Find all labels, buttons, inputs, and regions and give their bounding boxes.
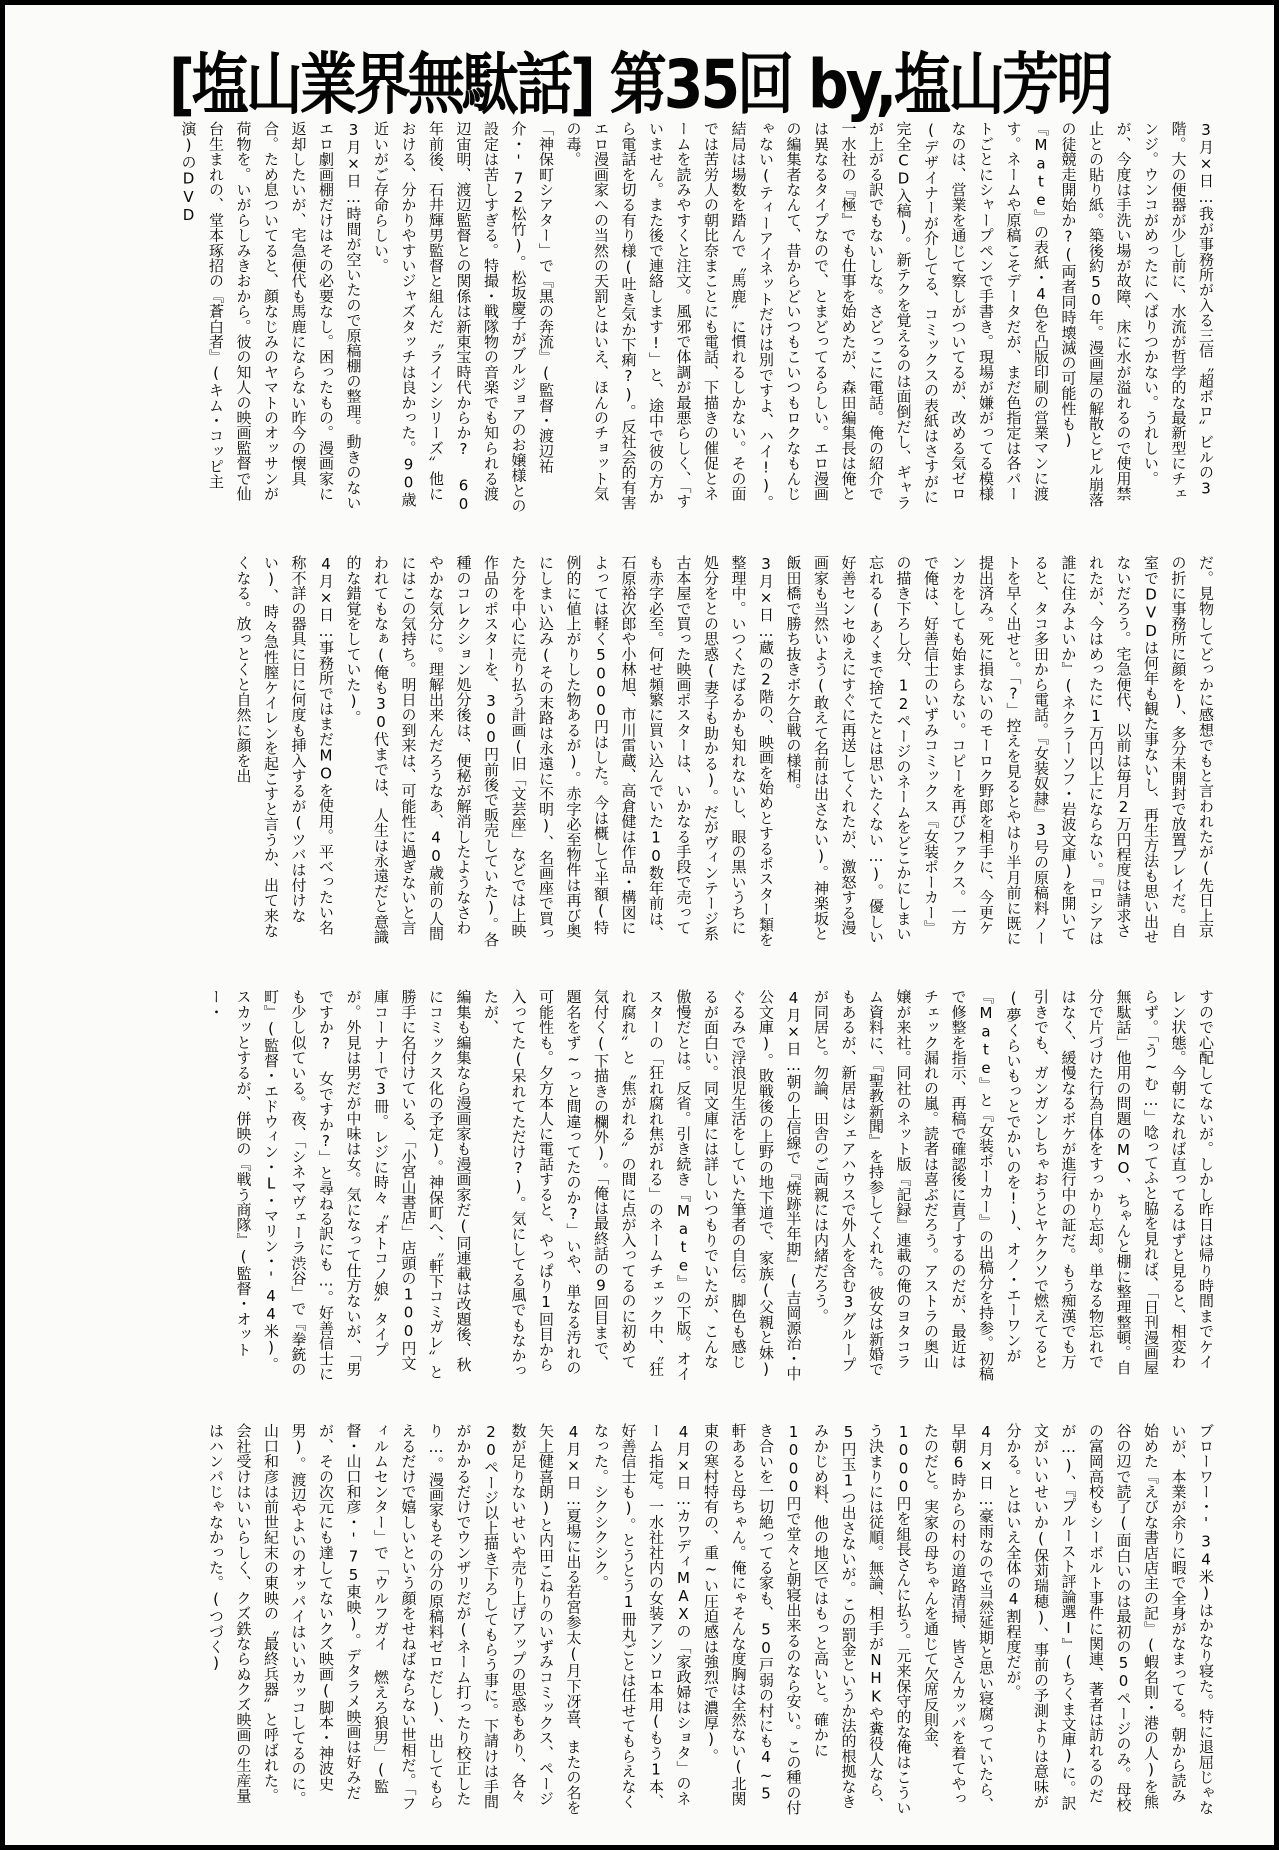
vertical-text-paragraph: 3月×日…蔵の2階の、映画を始めとするポスター類を整理中。いつくたばるかも知れないし、眼の黒いうちに処分をとの思惑(妻子も助かる)。だがヴィンテージ系古本屋で買った映画ポスターは、いかなる手段で売っても赤字必至。何せ頻繁に買い込んでいた10数年前は、石原裕次郎や小林旭、市川雷蔵、高倉健は作品・構図によっては軽く5000円はした。今は概して半額(特例的に値上がりした物あるが)。赤字必至物件は再び奥にしまい込み(その末路は永遠に不明)、名画座で買った分を中心に売り払う計画(旧「文芸座」などでは上映作品のポスターを、300円前後で販売していた)。各種のコレクション処分後は、便秘が解消したようなさわやかな気分に。理解出来んだろうなあ、40歳前の人間にはこの気持ち。明日の到来は、可能性に過ぎないと言われてもなぁ(俺も30代までは、人生は永遠だと意識的な錯覚をしていた)。 — [344, 555, 775, 947]
vertical-text-paragraph: 編集も編集なら漫画家も漫画家だ(同連載は改題後、秋にコミックス化の予定)。神保町へ、〝軒下コミガレ〟と勝手に名付けている、「小宮山書店」店頭の100円文庫コーナーで3冊。レジに時々〝オトコノ娘〟タイプが。外見は男だが中味は女。気になって仕方ないが、「男ですか? 女ですか?」と尋ねる訳にも…。好善信士にも少し似ている。夜、「シネマヴェーラ渋谷」で『拳銃の町』(監督・エドウィン・L・マリン・'44米)。スカッとするが、併映の『戦う商隊』(監督・オットー・ — [207, 989, 473, 1381]
vertical-text-paragraph: 4月×日…豪雨なので当然延期と思い寝腐っていたら、早朝6時からの村の道路清掃、皆さんカッパを着てやったのだと。実家の母ちゃんを通じて欠席反則金、1000円を組長さんに払う。元来保守的な俺はこういう決まりには従順。無論、相手がNHKや糞役人なら、5円玉1つ出さないが。この罰金というか法的根拠なきみかじめ料、他の地区ではもっと高いと。確かに1000円で堂々と朝寝出来るのなら安い。この種の付き合いを一切絶ってる家も、50戸弱の村にも4~5軒あると母ちゃん。俺にゃそんな度胸は全然ない(北関東の寒村特有の、重~い圧迫感は強烈で濃厚)。 — [702, 1423, 995, 1815]
page-title: [塩山業界無駄話] 第35回 by,塩山芳明 — [168, 46, 1111, 125]
text-band-4 — [60, 1423, 1219, 1817]
vertical-text-paragraph: 4月×日…カワディMAXの「家政婦はショタ」のネーム指定。一水社社内の女装アンソロ本用(もう1本、好善信士も)。とうとう1冊丸ごとは任せてもらえなくなった。シクシクシク。 — [592, 1423, 693, 1809]
text-band-2 — [60, 555, 1219, 949]
vertical-text-paragraph: 3月×日…我が事務所が入る三信〝超ボロ〟ビルの3階。大の便器が少し前に、水流が哲学的な最新型にチェンジ。ウンコがめったにへばりつかない。うれしい。が、今度は手洗い場が故障、床に水が溢れるので使用禁止との貼り紙。築後約50年。漫画屋の解散とビル崩落の徒競走開始か?(両者同時壊滅の可能性も)『Mate』の表紙・4色を凸版印刷の営業マンに渡す。ネームや原稿こそデータだが、まだ色指定は各パートごとにシャープペンで手書き。現場が嫌がってる模様なのは、営業を通じて察しがついてるが、改める気ゼロ(デザイナーが介してる、コミックスの表紙はさすがに完全CD入稿)。新テクを覚えるのは面倒だし、ギャラが上がる訳でもないしな。さどっこに電話。俺の紹介で一水社の『極』でも仕事を始めたが、森田編集長は俺とは異なるタイプなので、とまどってるらしい。エロ漫画の編集者なんて、昔からどいつもこいつもロクなもんじゃない(ティーアイネットだけは別ですよ、ハイ!)。結局は場数を踏んで〝馬鹿〟に慣れるしかない。その面では苦労人の朝比奈まことにも電話、下描きの催促とネームを読みやすくと注文。風邪で体調が最悪らしく、「すいません。また後で連絡します!」と、途中で彼の方から電話を切る有り様(吐き気か下痢?)。反社会的有害エロ漫画家への当然の天罰とはいえ、ほんのチョット気の毒。 — [564, 121, 1215, 510]
vertical-text-paragraph: 4月×日…朝の上信線で『焼跡半年期』(吉岡源治・中公文庫)。敗戦後の上野の地下道で、家族(父親と妹)ぐるみで浮浪児生活をしていた筆者の自伝。脚色も感じるが面白い。同文庫には詳しいつもりでいたが、こんな傲慢だとは。反省。引き続き『Mate』の下版。オイスターの「狂れ腐れ焦がれる」のネームチェック中、〝狂れ腐れ〟と〝焦がれる〟の間に点が入ってるのに初めて気付く(下描きの欄外)。「俺は最終話の9回目まで、題名をず~っと間違ってたのか?」いや、単なる汚れの可能性も。夕方本人に電話すると、やっぱり1回目から入ってた(呆れてただけ?)。気にしてる風でもなかったが、 — [482, 989, 803, 1381]
vertical-text-paragraph: 3月×日…時間が空いたので原稿棚の整理。動きのないエロ劇画棚だけはその必要なし。困ったもの。漫画家に返却したいが、宅急便代も馬鹿にならない昨今の懐具合。ため息ついてると、顔なじみのヤマトのオッサンが荷物を。いがらしみきおから。彼の知人の映画監督で仙台生まれの、堂本琢招の『蒼白者』(キム・コッピ主演)のDVD — [179, 121, 363, 510]
vertical-text-paragraph: すので心配してないが。しかし昨日は帰り時間までケイレン状態。今朝になれば直ってるはずと見ると、相変わらず。「う~む…」唸ってふと脇を見れば、「日刊漫画屋無駄話」他用の問題のMO、ちゃんと棚に整理整頓。自分で片づけた行為自体をすっかり忘却。単なる物忘れではなく、緩慢なるボケが進行中の証だ。もう痴漢でも万引きでも、ガンガンしちゃおうとヤケクソで燃えてると(夢くらいもっとでかいのを!)、オノ・エーワンが『Mate』と『女装ポーカー』の出稿分を持参。初稿で修整を指示、再稿で確認後に責了するのだが、最近はチェック漏れの嵐。読者は喜ぶだろう。アストラの奥山嬢が来社。同社のネット版『記録』連載の俺のヨタコラム資料に、『聖教新聞』を持参してくれた。彼女は新婚でもあるが、新居はシェアハウスで外人を含む3グループが同居と。勿論、田舎のご両親には内緒だろう。 — [812, 989, 1215, 1381]
vertical-text-paragraph: 「神保町シアター」で『黒の奔流』(監督・渡辺祐介・'72松竹)。松坂慶子がブルジョアのお嬢様との設定は苦しすぎる。特撮・戦隊物の音楽でも知られる渡辺宙明、渡辺監督との関係は新東宝時代からか? 60年前後、石井輝男監督と組んだ〝ラインシリーズ〟他における、分かりやすいジャズタッチは良かった。90歳近いがご存命らしい。 — [372, 121, 555, 513]
text-band-3 — [60, 989, 1219, 1383]
vertical-text-paragraph: ブローワー・'34米)はかなり寝た。特に退屈じゃないが、本業が余りに暇で全身がなまってる。朝から読み始めた『えびな書店店主の記』(蝦名則・港の人)を熊谷の辺で読了(面白いのは最初の50ページのみ。母校の富岡高校もシーボルト事件に関連、著者は訪れるのだが…)、『プルースト評論選Ⅰ』(ちくま文庫)に。訳文がいいせいか(保苅瑞穂)、事前の予測よりは意味が分かる。とはいえ全体の4割程度だが。 — [1004, 1423, 1215, 1815]
vertical-text-paragraph: 4月×日…事務所ではまだMOを使用。平べったい名称不詳の器具に日に何度も挿入するが(ツバは付けない)、時々急性膣ケイレンを起こすと言うか、出て来なくなる。放っとくと自然に顔を出 — [234, 555, 335, 938]
article-body — [60, 121, 1219, 1817]
vertical-text-paragraph: だ。見物してどっかに感想でもと言われたが(先日上京の折に事務所に顔を)、多分未開封で放置プレイだ。自室でDVDは何年も観た事ないし、再生方法も思い出せないだろう。宅急便代、以前は毎月2万円程度は請求されたが、今はめったに1万円以上にならない。『ロシアは誰に住みよいか』(ネクラーソフ・岩波文庫)を開いてると、タコ多田から電話。『女装奴隷』3号の原稿料ノートを早く出せと。「?」控えを見るとやはり半月前に既に提出済み。死に損ないのモーロク野郎を相手に、今更ケンカをしても始まらない。コピーを再びファクス。一方で俺は、好善信士のいずみコミックス『女装ポーカー』の描き下ろし分、12ページのネームをどこかにしまい忘れる(あくまで捨てたとは思いたくない…)。優しい好善センセゆえにすぐに再送してくれたが、激怒する漫画家も当然いよう(敢えて名前は出さない)。神楽坂と飯田橋で勝ち抜きボケ合戦の様相。 — [784, 555, 1215, 946]
vertical-text-paragraph: 4月×日…夏場に出る若宮参太(月下冴喜、またの名を矢上健喜朗)と内田こねりのいずみコミックス、ページ数が足りないせいや売り上げアップの思惑もあり、各々20ページ以上描き下ろしてもらう事に。下請けは手間がかかるだけでウンザリだが(ネーム打ったり校正したり…。漫画家もその分の原稿料ゼロだし)、出してもらえるだけで嬉しいという顔をせねばならない世相だ。「フィルムセンター」で「ウルフガイ 燃えろ狼男」(監督・山口和彦・'75東映)。デタラメ映画は好みだが、その次元にも達してないクズ映画(脚本・神波史男)。渡辺やよいのオッパイはいいカッコしてるのに。山口和彦は前世紀末の東映の〝最終兵器〟と呼ばれた。会社受けはいいらしく、クズ鉄ならぬクズ映画の生産量はハンパじゃなかった。(つづく) — [207, 1423, 583, 1815]
text-band-1 — [60, 121, 1219, 515]
